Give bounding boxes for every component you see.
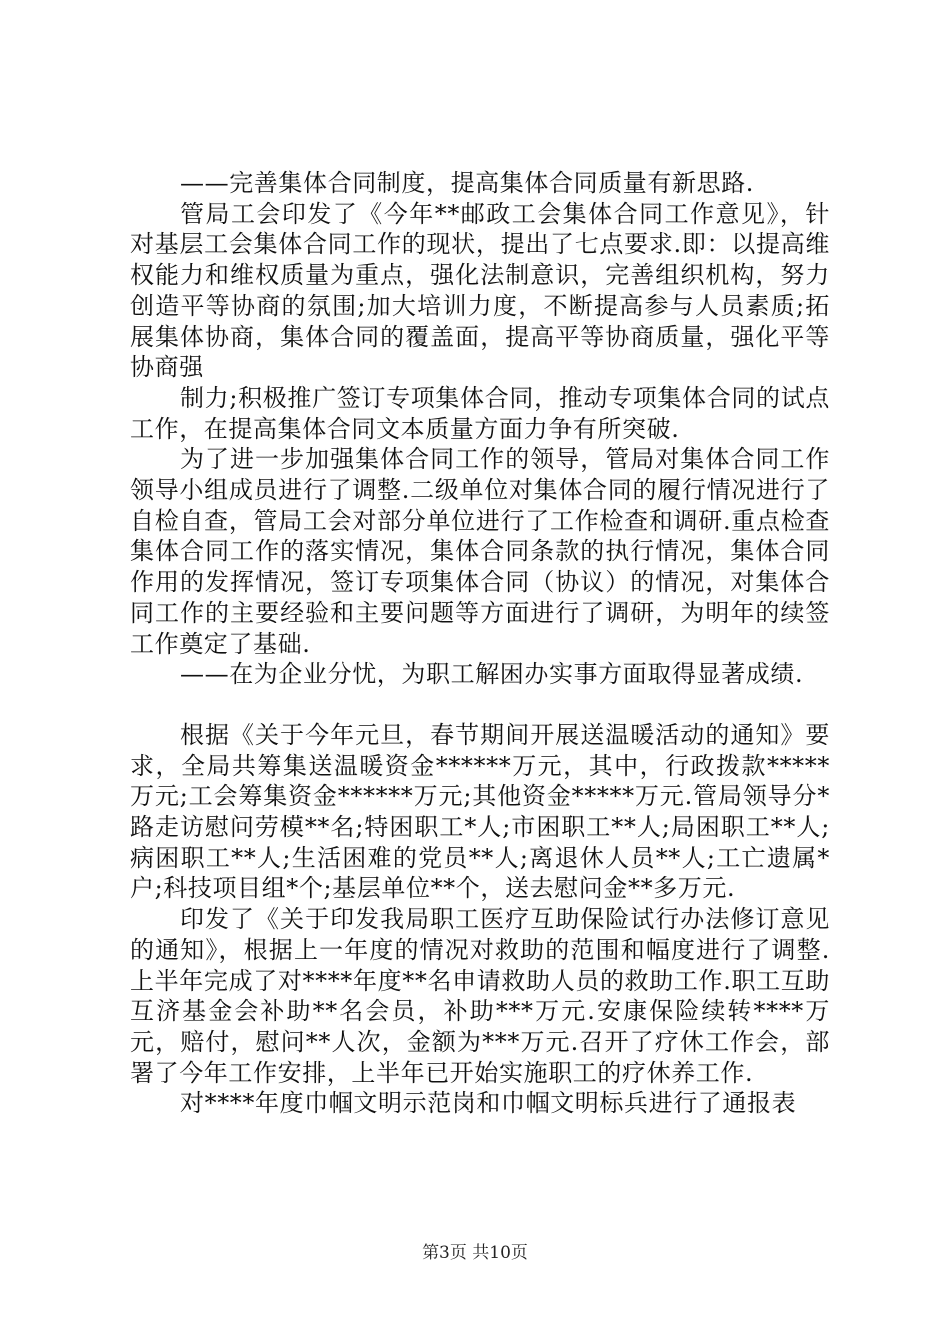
document-body bbox=[130, 168, 830, 1119]
paragraph-union-opinion: 管局工会印发了《今年**邮政工会集体合同工作意见》，针对基层工会集体合同工作的现状，提出了七点要求.即：以提高维权能力和维权质量为重点，强化法制意识，完善组织机构，努力创造平等协商的氛围;加大培训力度，不断提高参与人员素质;拓展集体协商，集体合同的覆盖面，提高平等协商质量，强化平等协商强 bbox=[130, 199, 830, 382]
paragraph-women-commendation: 对****年度巾帼文明示范岗和巾帼文明标兵进行了通报表 bbox=[180, 1089, 797, 1118]
section-heading-relief-work: ——在为企业分忧，为职工解困办实事方面取得显著成绩. bbox=[180, 660, 804, 689]
section-heading-collective-contract: ——完善集体合同制度，提高集体合同质量有新思路. bbox=[180, 169, 755, 197]
page-footer: 第3页 共10页 bbox=[422, 1243, 528, 1263]
paragraph-enforcement: 制力;积极推广签订专项集体合同，推动专项集体合同的试点工作，在提高集体合同文本质量方面力争有所突破. bbox=[130, 383, 830, 443]
paragraph-leadership-adjustment: 为了进一步加强集体合同工作的领导，管局对集体合同工作领导小组成员进行了调整.二级单位对集体合同的履行情况进行了自检自查，管局工会对部分单位进行了工作检查和调研.重点检查集体合同工作的落实情况，集体合同条款的执行情况，集体合同作用的发挥情况，签订专项集体合同（协议）的情况，对集体合同工作的主要经验和主要问题等方面进行了调研，为明年的续签工作奠定了基础. bbox=[130, 445, 830, 658]
paragraph-medical-insurance: 印发了《关于印发我局职工医疗互助保险试行办法修订意见的通知》，根据上一年度的情况对救助的范围和幅度进行了调整.上半年完成了对****年度**名申请救助人员的救助工作.职工互助互济基金会补助**名会员，补助***万元.安康保险续转****万元，赔付，慰问**人次，金额为***万元.召开了疗休工作会，部署了今年工作安排，上半年已开始实施职工的疗休养工作. bbox=[130, 905, 830, 1087]
paragraph-spacer bbox=[130, 690, 830, 720]
paragraph-warmth-campaign: 根据《关于今年元旦，春节期间开展送温暖活动的通知》要求，全局共筹集送温暖资金******万元，其中，行政拨款*****万元;工会筹集资金******万元;其他资金*****万元.管局领导分*路走访慰问劳模**名;特困职工*人;市困职工**人;局困职工**人;病困职工**人;生活困难的党员**人;离退休人员**人;工亡遗属*户;科技项目组*个;基层单位**个，送去慰问金**多万元. bbox=[130, 720, 830, 903]
